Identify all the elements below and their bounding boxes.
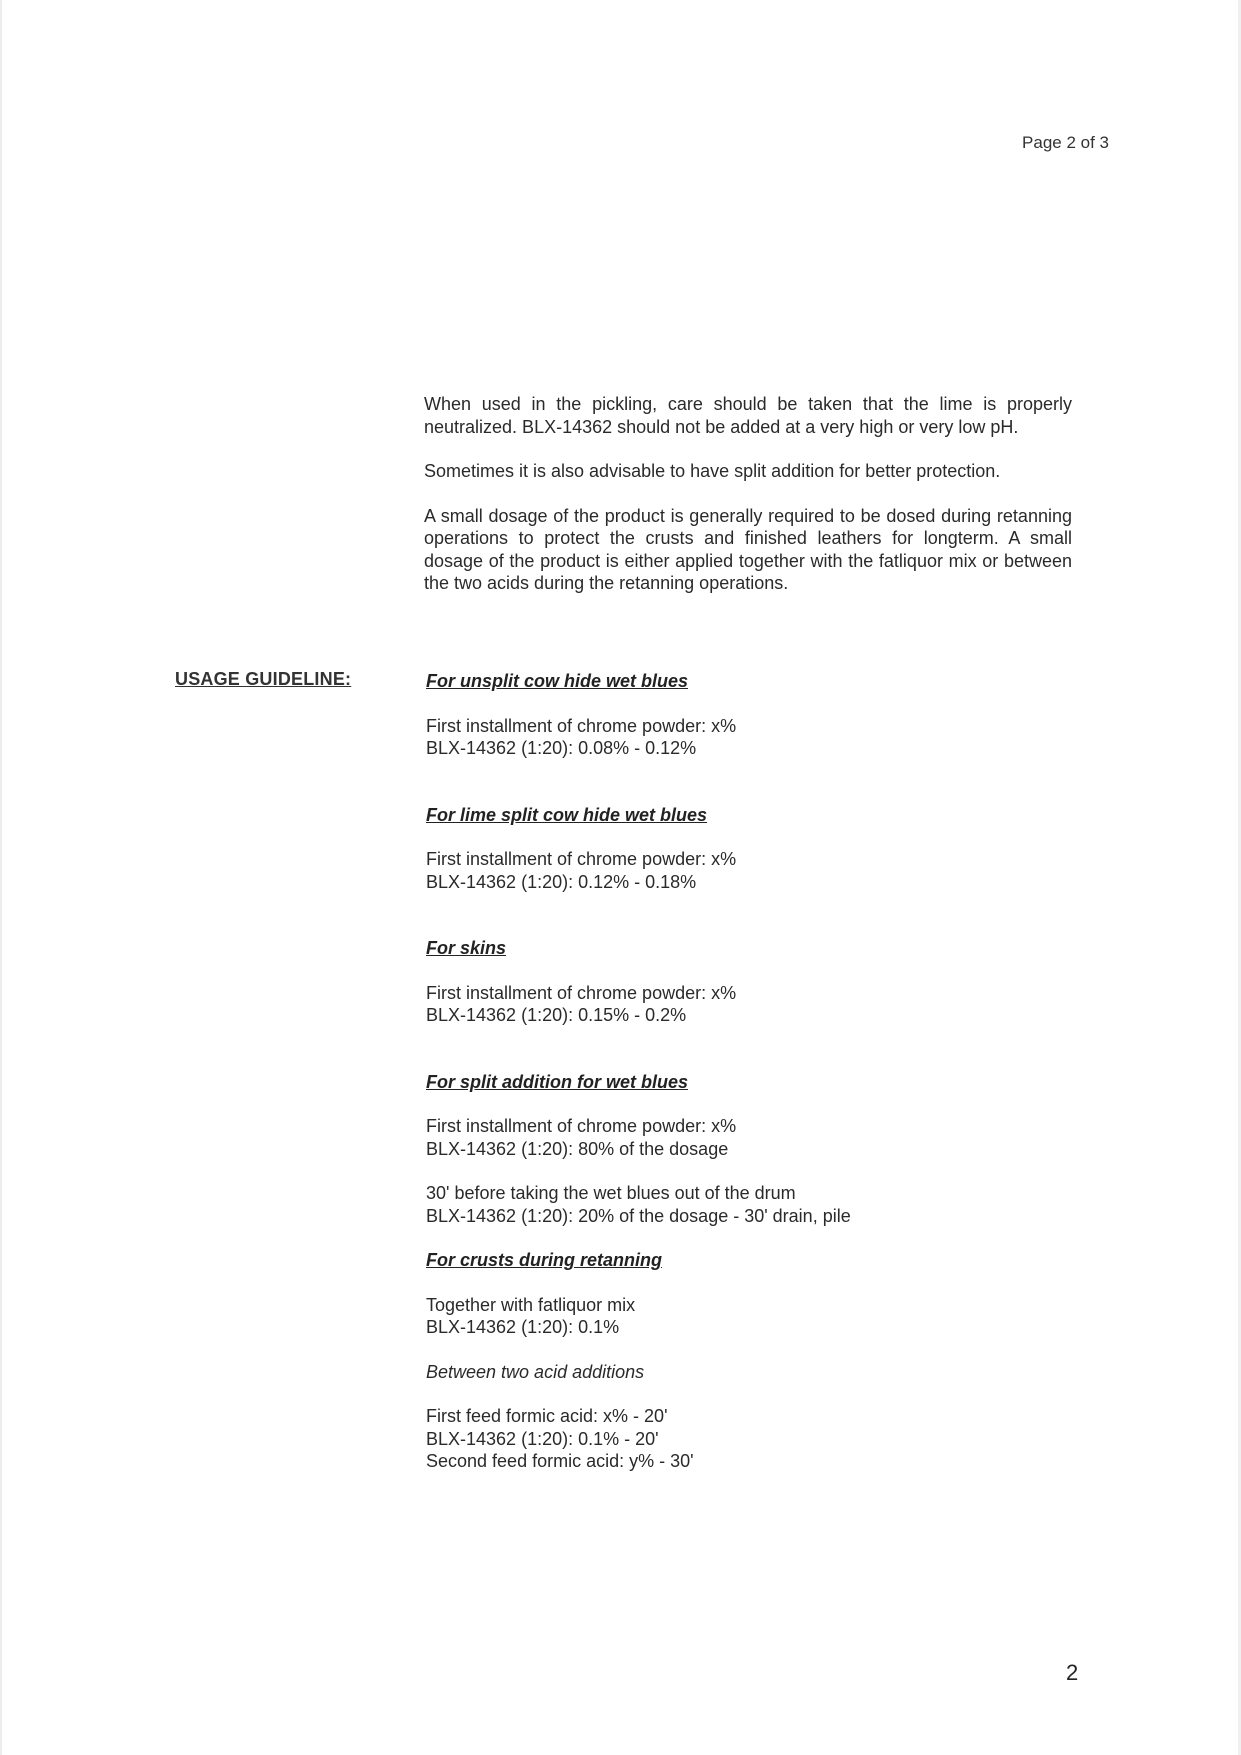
usage-guideline-label: USAGE GUIDELINE: bbox=[175, 669, 352, 689]
section-lines bbox=[426, 1294, 1086, 1339]
section-line: BLX-14362 (1:20): 0.1% - 20' bbox=[426, 1428, 659, 1449]
section-subheading: Between two acid additions bbox=[426, 1361, 645, 1382]
section-title: For skins bbox=[426, 938, 507, 958]
scan-edge-left bbox=[0, 0, 2, 1755]
section-line: BLX-14362 (1:20): 0.15% - 0.2% bbox=[426, 1005, 687, 1025]
usage-section-lime-split bbox=[426, 804, 1086, 894]
section-line: BLX-14362 (1:20): 0.12% - 0.18% bbox=[426, 871, 697, 892]
section-line: First installment of chrome powder: x% bbox=[426, 715, 737, 736]
section-line: 30' before taking the wet blues out of the drum bbox=[426, 1183, 796, 1203]
section-title: For crusts during retanning bbox=[426, 1250, 663, 1270]
section-lines bbox=[426, 1182, 1086, 1227]
section-lines bbox=[426, 1405, 1086, 1473]
section-line: BLX-14362 (1:20): 0.1% bbox=[426, 1317, 620, 1337]
section-lines bbox=[426, 848, 1086, 893]
usage-guideline-content bbox=[426, 670, 1086, 1495]
section-line: Second feed formic acid: y% - 30' bbox=[426, 1451, 694, 1471]
section-title: For unsplit cow hide wet blues bbox=[426, 671, 689, 691]
intro-paragraph: When used in the pickling, care should be taken that the lime is properly neutralized. BLX-14362 should not be added at a very high or very low pH. bbox=[424, 394, 1072, 437]
section-line: Together with fatliquor mix bbox=[426, 1294, 636, 1315]
section-lines bbox=[426, 715, 1086, 760]
usage-section-crusts bbox=[426, 1249, 1086, 1473]
usage-section-unsplit bbox=[426, 670, 1086, 760]
section-line: BLX-14362 (1:20): 0.08% - 0.12% bbox=[426, 738, 697, 758]
usage-section-skins bbox=[426, 937, 1086, 1027]
intro-text bbox=[424, 393, 1072, 617]
usage-section-split-addition bbox=[426, 1071, 1086, 1228]
section-title: For split addition for wet blues bbox=[426, 1071, 689, 1092]
section-lines bbox=[426, 982, 1086, 1027]
page-indicator: Page 2 of 3 bbox=[1022, 133, 1109, 152]
section-title: For lime split cow hide wet blues bbox=[426, 804, 708, 825]
section-line: BLX-14362 (1:20): 80% of the dosage bbox=[426, 1138, 729, 1159]
page-number: 2 bbox=[1066, 1660, 1079, 1685]
section-line: First installment of chrome powder: x% bbox=[426, 1116, 737, 1136]
section-line: First installment of chrome powder: x% bbox=[426, 982, 737, 1003]
section-line: First installment of chrome powder: x% bbox=[426, 849, 737, 869]
intro-paragraph: Sometimes it is also advisable to have split addition for better protection. bbox=[424, 461, 1001, 481]
intro-paragraph: A small dosage of the product is generally required to be dosed during retanning operations to protect the crusts and finished leathers for longterm. A small dosage of the product is either applied together with the fatliquor mix or between the two acids during the retanning operations. bbox=[424, 505, 1072, 593]
section-line: First feed formic acid: x% - 20' bbox=[426, 1406, 668, 1426]
section-lines bbox=[426, 1115, 1086, 1160]
section-line: BLX-14362 (1:20): 20% of the dosage - 30' drain, pile bbox=[426, 1205, 851, 1226]
